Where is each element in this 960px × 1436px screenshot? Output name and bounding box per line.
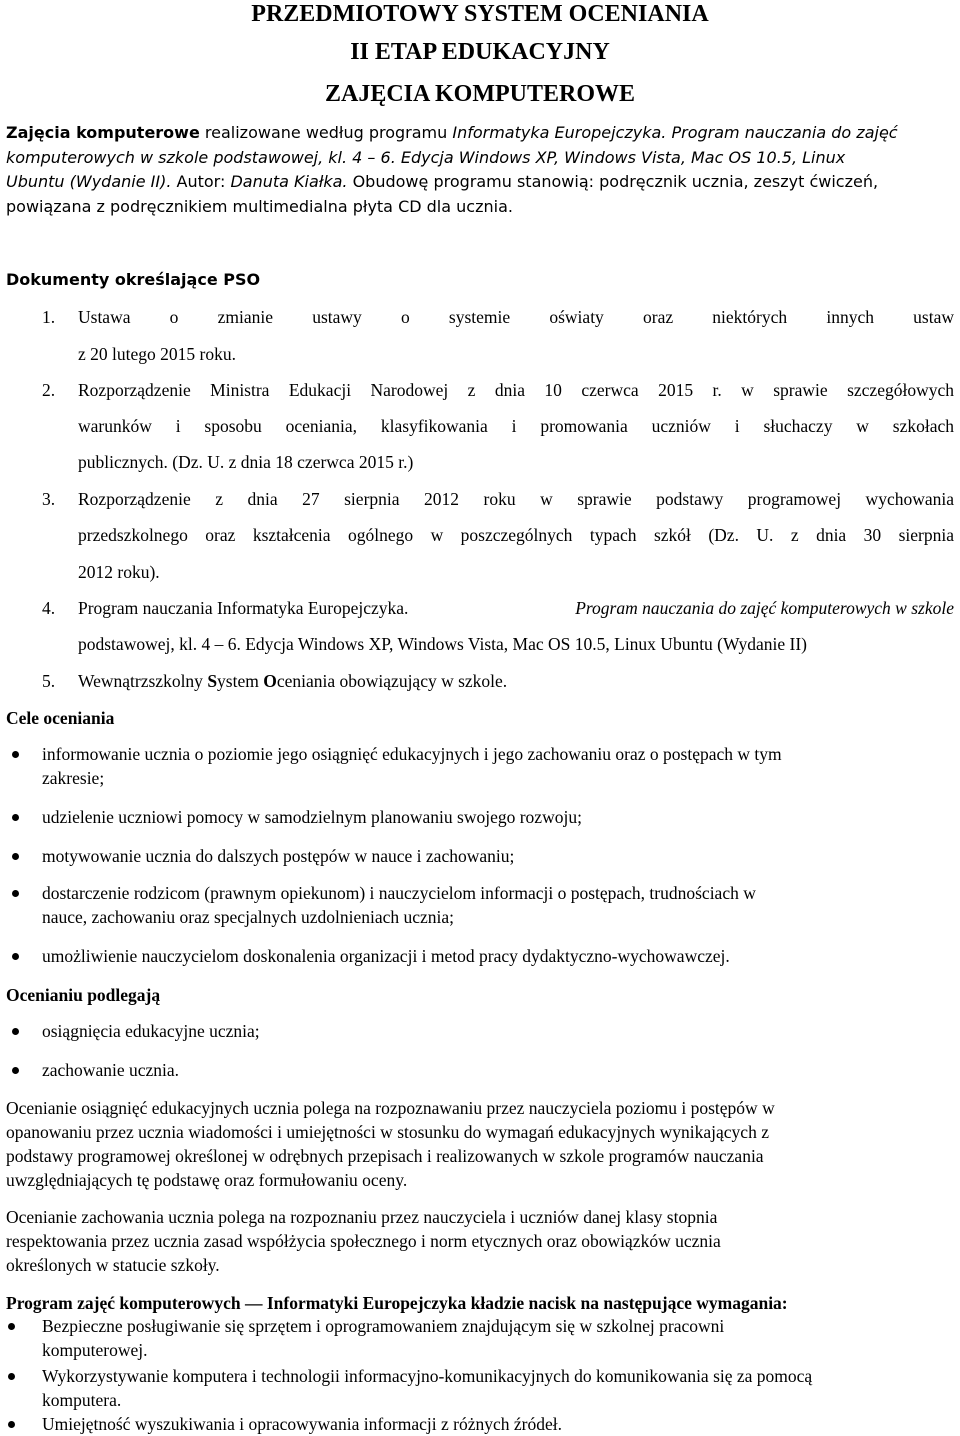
program-item-3: Umiejętność wyszukiwania i opracowywania informacji z różnych źródeł. [42,1414,562,1434]
goal-3: motywowanie ucznia do dalszych postępów w nauce i zachowaniu; [42,846,515,866]
para2-line-1: Ocenianie zachowania ucznia polega na rozpoznaniu przez nauczyciela i uczniów danej klasy stopnia [6,1207,718,1227]
program-item-2-line-1: Wykorzystywanie komputera i technologii informacyjno-komunikacyjnych do komunikowania się za pomocą [42,1366,813,1386]
intro-line-2: komputerowych w szkole podstawowej, kl. 4 – 6. Edycja Windows XP, Windows Vista, Mac OS 10.5, Linux [6,148,846,167]
para1-line-1: Ocenianie osiągnięć edukacyjnych ucznia polega na rozpoznawaniu przez nauczyciela poziomu i postępów w [6,1098,775,1118]
doc-4-number: 4. [42,598,56,618]
doc-2-number: 2. [42,380,56,400]
bullet-icon [12,1028,19,1035]
bullet-icon [12,953,19,960]
page-title: PRZEDMIOTOWY SYSTEM OCENIANIA [251,1,709,27]
goal-1-line-2: zakresie; [42,768,105,788]
assessed-heading: Ocenianiu podlegają [6,985,161,1005]
goals-heading: Cele oceniania [6,708,115,728]
doc-1-line-2: z 20 lutego 2015 roku. [78,344,236,364]
bullet-icon [12,1067,19,1074]
assessed-item-1: osiągnięcia edukacyjne ucznia; [42,1021,260,1041]
doc-3-line-2: przedszkolnego oraz kształcenia ogólnego w poszczególnych typach szkół (Dz. U. z dnia 30 sierpnia [78,525,954,545]
doc-3-number: 3. [42,489,56,509]
goal-5: umożliwienie nauczycielom doskonalenia organizacji i metod pracy dydaktyczno-wychowawczej. [42,946,730,966]
doc-4-line-2: podstawowej, kl. 4 – 6. Edycja Windows XP, Windows Vista, Mac OS 10.5, Linux Ubuntu (Wydanie II) [78,634,807,654]
goal-4-line-2: nauce, zachowaniu oraz specjalnych uzdolnieniach ucznia; [42,907,455,927]
subject-name: Zajęcia komputerowe [6,123,200,142]
doc-5-number: 5. [42,671,56,691]
documents-heading: Dokumenty określające PSO [6,270,261,289]
doc-2-line-1: Rozporządzenie Ministra Edukacji Narodowej z dnia 10 czerwca 2015 r. w sprawie szczegółowych [78,380,954,400]
intro-line-3: Ubuntu (Wydanie II). Autor: Danuta Kiałka. Obudowę programu stanowią: podręcznik ucznia, zeszyt ćwiczeń, [6,172,879,191]
page-subtitle-stage: II ETAP EDUKACYJNY [350,39,610,65]
para1-line-3: podstawy programowej określonej w odrębnych przepisach i realizowanych w szkole programów nauczania [6,1146,764,1166]
goal-4-line-1: dostarczenie rodzicom (prawnym opiekunom) i nauczycielom informacji o postępach, trudnościach w [42,883,756,903]
doc-5-line-1: Wewnątrzszkolny System Oceniania obowiązujący w szkole. [78,671,508,691]
bullet-icon [12,890,19,897]
bullet-icon [12,814,19,821]
para2-line-2: respektowania przez ucznia zasad współżycia społecznego i norm etycznych oraz obowiązków ucznia [6,1231,721,1251]
doc-2-line-2: warunków i sposobu oceniania, klasyfikowania i promowania uczniów i słuchaczy w szkołach [78,416,954,436]
page-subtitle-subject: ZAJĘCIA KOMPUTEROWE [324,81,636,107]
bullet-icon [8,1323,15,1330]
intro-line-4: powiązana z podręcznikiem multimedialna płyta CD dla ucznia. [6,197,513,216]
para1-line-2: opanowaniu przez ucznia wiadomości i umiejętności w stosunku do wymagań edukacyjnych wynikających z [6,1122,769,1142]
doc-2-line-3: publicznych. (Dz. U. z dnia 18 czerwca 2015 r.) [78,452,414,472]
doc-1-line-1: Ustawa o zmianie ustawy o systemie oświaty oraz niektórych innych ustaw [78,307,954,327]
assessed-item-2: zachowanie ucznia. [42,1060,180,1080]
intro-line-1: Zajęcia komputerowe realizowane według programu Informatyka Europejczyka. Program nauczania do zajęć [6,123,898,142]
program-item-1-line-1: Bezpieczne posługiwanie się sprzętem i oprogramowaniem znajdującym się w szkolnej pracowni [42,1316,725,1336]
program-heading: Program zajęć komputerowych — Informatyki Europejczyka kładzie nacisk na następujące wymagania: [6,1293,788,1313]
doc-4-line-1: Program nauczania Informatyka Europejczyka. Program nauczania do zajęć komputerowych w szkole [78,598,954,618]
program-item-1-line-2: komputerowej. [42,1340,148,1360]
program-item-2-line-2: komputera. [42,1390,122,1410]
author-name: Danuta Kiałka. [230,172,348,191]
goal-2: udzielenie uczniowi pomocy w samodzielnym planowaniu swojego rozwoju; [42,807,582,827]
bullet-icon [8,1373,15,1380]
bullet-icon [12,853,19,860]
para1-line-4: uwzględniających tę podstawę oraz formułowaniu oceny. [6,1170,408,1190]
bullet-icon [12,751,19,758]
doc-3-line-3: 2012 roku). [78,562,160,582]
goal-1-line-1: informowanie ucznia o poziomie jego osiągnięć edukacyjnych i jego zachowaniu oraz o postępach w tym [42,744,782,764]
doc-1-number: 1. [42,307,56,327]
para2-line-3: określonych w statucie szkoły. [6,1255,220,1275]
doc-3-line-1: Rozporządzenie z dnia 27 sierpnia 2012 roku w sprawie podstawy programowej wychowania [78,489,954,509]
bullet-icon [8,1421,15,1428]
